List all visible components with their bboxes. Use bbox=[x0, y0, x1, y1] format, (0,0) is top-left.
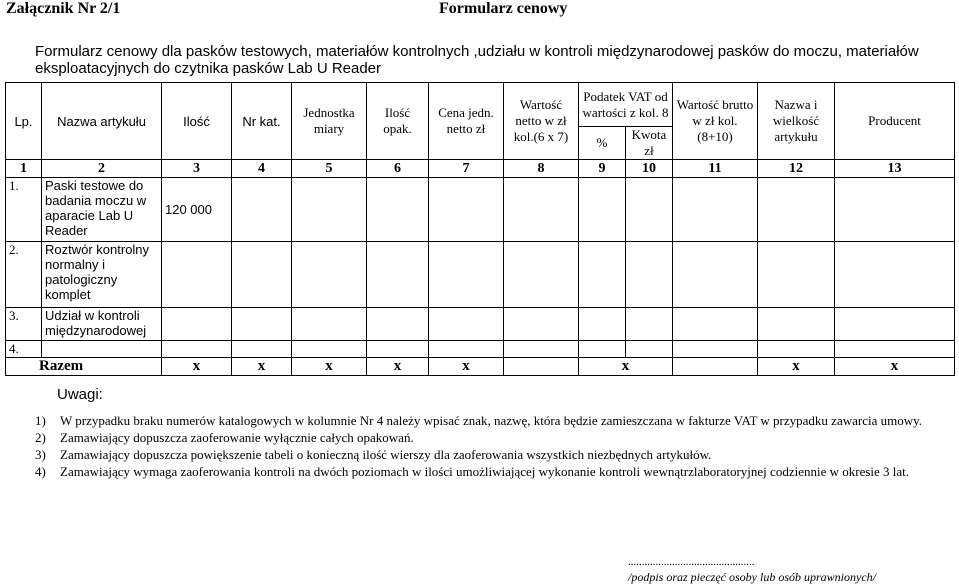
table-row bbox=[6, 242, 955, 308]
column-number: 3 bbox=[162, 160, 232, 178]
header-producer: Producent bbox=[835, 83, 955, 160]
note-item bbox=[14, 413, 954, 429]
row-cell[interactable] bbox=[758, 178, 835, 242]
notes-list bbox=[14, 413, 954, 481]
row-lp: 4. bbox=[6, 341, 42, 358]
header-vat: Podatek VAT od wartości z kol. 8 bbox=[579, 83, 673, 127]
note-item bbox=[14, 447, 954, 463]
row-name: Roztwór kontrolny normalny i patologiczny komplet bbox=[42, 242, 162, 308]
note-number: 2) bbox=[35, 430, 46, 445]
row-cell[interactable] bbox=[835, 308, 955, 341]
total-x-mark: x bbox=[758, 358, 835, 376]
note-text: Zamawiający wymaga zaoferowania kontroli na dwóch poziomach w ilości umożliwiającej wykonanie kontroli wewnątrzlaboratoryjnej codziennie w okresie 3 lat. bbox=[60, 464, 910, 479]
intro-text: Formularz cenowy dla pasków testowych, materiałów kontrolnych ,udziału w kontroli międzynarodowej pasków do moczu, materiałów eksploatacyjnych do czytnika pasków Lab U Reader bbox=[35, 43, 919, 77]
price-form-table bbox=[5, 82, 955, 376]
row-cell[interactable] bbox=[429, 341, 504, 358]
column-number: 6 bbox=[367, 160, 429, 178]
total-label: Razem bbox=[6, 358, 162, 376]
row-cell[interactable] bbox=[367, 242, 429, 308]
row-cell[interactable] bbox=[232, 341, 292, 358]
row-qty bbox=[162, 242, 232, 308]
column-number: 1 bbox=[6, 160, 42, 178]
row-cell[interactable] bbox=[429, 308, 504, 341]
row-cell[interactable] bbox=[579, 178, 626, 242]
header-unit: Jednostka miary bbox=[292, 83, 367, 160]
total-gross-cell[interactable] bbox=[673, 358, 758, 376]
row-cell[interactable] bbox=[758, 308, 835, 341]
row-name: Udział w kontroli międzynarodowej bbox=[42, 308, 162, 341]
row-cell[interactable] bbox=[504, 178, 579, 242]
row-cell[interactable] bbox=[504, 308, 579, 341]
row-qty[interactable] bbox=[162, 341, 232, 358]
header-vat-amount: Kwota zł bbox=[626, 127, 673, 160]
header-price: Cena jedn. netto zł bbox=[429, 83, 504, 160]
row-cell[interactable] bbox=[626, 308, 673, 341]
row-cell[interactable] bbox=[626, 242, 673, 308]
column-number: 12 bbox=[758, 160, 835, 178]
column-number: 2 bbox=[42, 160, 162, 178]
row-cell[interactable] bbox=[579, 242, 626, 308]
table-row bbox=[6, 341, 955, 358]
note-item bbox=[14, 430, 954, 446]
header-net: Wartość netto w zł kol.(6 x 7) bbox=[504, 83, 579, 160]
row-cell[interactable] bbox=[673, 178, 758, 242]
row-cell[interactable] bbox=[835, 341, 955, 358]
column-number: 9 bbox=[579, 160, 626, 178]
row-cell[interactable] bbox=[367, 308, 429, 341]
row-cell[interactable] bbox=[626, 178, 673, 242]
column-number: 11 bbox=[673, 160, 758, 178]
note-text: W przypadku braku numerów katalogowych w kolumnie Nr 4 należy wpisać znak, nazwę, która będzie zamieszczana w fakturze VAT w przypadku zawarcia umowy. bbox=[60, 413, 923, 428]
row-cell[interactable] bbox=[835, 242, 955, 308]
row-cell[interactable] bbox=[232, 308, 292, 341]
total-net-cell[interactable] bbox=[504, 358, 579, 376]
row-lp: 1. bbox=[6, 178, 42, 242]
signature-line: .............................................. bbox=[628, 556, 755, 568]
column-number: 13 bbox=[835, 160, 955, 178]
attachment-label: Załącznik Nr 2/1 bbox=[6, 0, 121, 17]
note-item bbox=[14, 464, 954, 480]
note-number: 3) bbox=[35, 447, 46, 462]
row-lp: 3. bbox=[6, 308, 42, 341]
header-qty: Ilość bbox=[162, 83, 232, 160]
row-cell[interactable] bbox=[673, 242, 758, 308]
table-row bbox=[6, 308, 955, 341]
row-cell[interactable] bbox=[673, 341, 758, 358]
column-number: 5 bbox=[292, 160, 367, 178]
page-title: Formularz cenowy bbox=[439, 0, 568, 17]
signature-caption: /podpis oraz pieczęć osoby lub osób uprawnionych/ bbox=[628, 570, 876, 584]
note-text: Zamawiający dopuszcza zaoferowanie wyłącznie całych opakowań. bbox=[60, 430, 414, 445]
table-row bbox=[6, 178, 955, 242]
row-qty bbox=[162, 308, 232, 341]
notes-title: Uwagi: bbox=[57, 386, 103, 403]
row-cell[interactable] bbox=[429, 242, 504, 308]
row-cell[interactable] bbox=[367, 178, 429, 242]
row-name: Paski testowe do badania moczu w aparacie Lab U Reader bbox=[42, 178, 162, 242]
total-x-mark: x bbox=[367, 358, 429, 376]
note-number: 1) bbox=[35, 413, 46, 428]
row-cell[interactable] bbox=[232, 178, 292, 242]
total-x-mark: x bbox=[292, 358, 367, 376]
column-number: 4 bbox=[232, 160, 292, 178]
header-vat-pct: % bbox=[579, 127, 626, 160]
row-cell[interactable] bbox=[292, 178, 367, 242]
row-cell[interactable] bbox=[835, 178, 955, 242]
total-x-mark: x bbox=[162, 358, 232, 376]
row-cell[interactable] bbox=[504, 341, 579, 358]
header-pack: Ilość opak. bbox=[367, 83, 429, 160]
total-x-mark: x bbox=[835, 358, 955, 376]
column-number: 8 bbox=[504, 160, 579, 178]
total-x-mark: x bbox=[232, 358, 292, 376]
column-number: 7 bbox=[429, 160, 504, 178]
header-lp: Lp. bbox=[6, 83, 42, 160]
row-name[interactable] bbox=[42, 341, 162, 358]
row-cell[interactable] bbox=[579, 341, 626, 358]
row-qty: 120 000 bbox=[162, 178, 232, 242]
header-cat: Nr kat. bbox=[232, 83, 292, 160]
header-gross: Wartość brutto w zł kol. (8+10) bbox=[673, 83, 758, 160]
column-number-row bbox=[6, 160, 955, 178]
row-cell[interactable] bbox=[232, 242, 292, 308]
total-row bbox=[6, 358, 955, 376]
row-cell[interactable] bbox=[579, 308, 626, 341]
header-brand: Nazwa i wielkość artykułu bbox=[758, 83, 835, 160]
row-lp: 2. bbox=[6, 242, 42, 308]
row-cell[interactable] bbox=[758, 341, 835, 358]
row-cell[interactable] bbox=[626, 341, 673, 358]
total-x-mark: x bbox=[429, 358, 504, 376]
row-cell[interactable] bbox=[292, 308, 367, 341]
row-cell[interactable] bbox=[292, 341, 367, 358]
header-name: Nazwa artykułu bbox=[42, 83, 162, 160]
row-cell[interactable] bbox=[673, 308, 758, 341]
header-row bbox=[6, 83, 955, 127]
note-text: Zamawiający dopuszcza powiększenie tabeli o konieczną ilość wierszy dla zaoferowania wszystkich niezbędnych artykułów. bbox=[60, 447, 712, 462]
row-cell[interactable] bbox=[429, 178, 504, 242]
note-number: 4) bbox=[35, 464, 46, 479]
row-cell[interactable] bbox=[367, 341, 429, 358]
row-cell[interactable] bbox=[758, 242, 835, 308]
row-cell[interactable] bbox=[292, 242, 367, 308]
column-number: 10 bbox=[626, 160, 673, 178]
row-cell[interactable] bbox=[504, 242, 579, 308]
total-x-mark: x bbox=[579, 358, 673, 376]
